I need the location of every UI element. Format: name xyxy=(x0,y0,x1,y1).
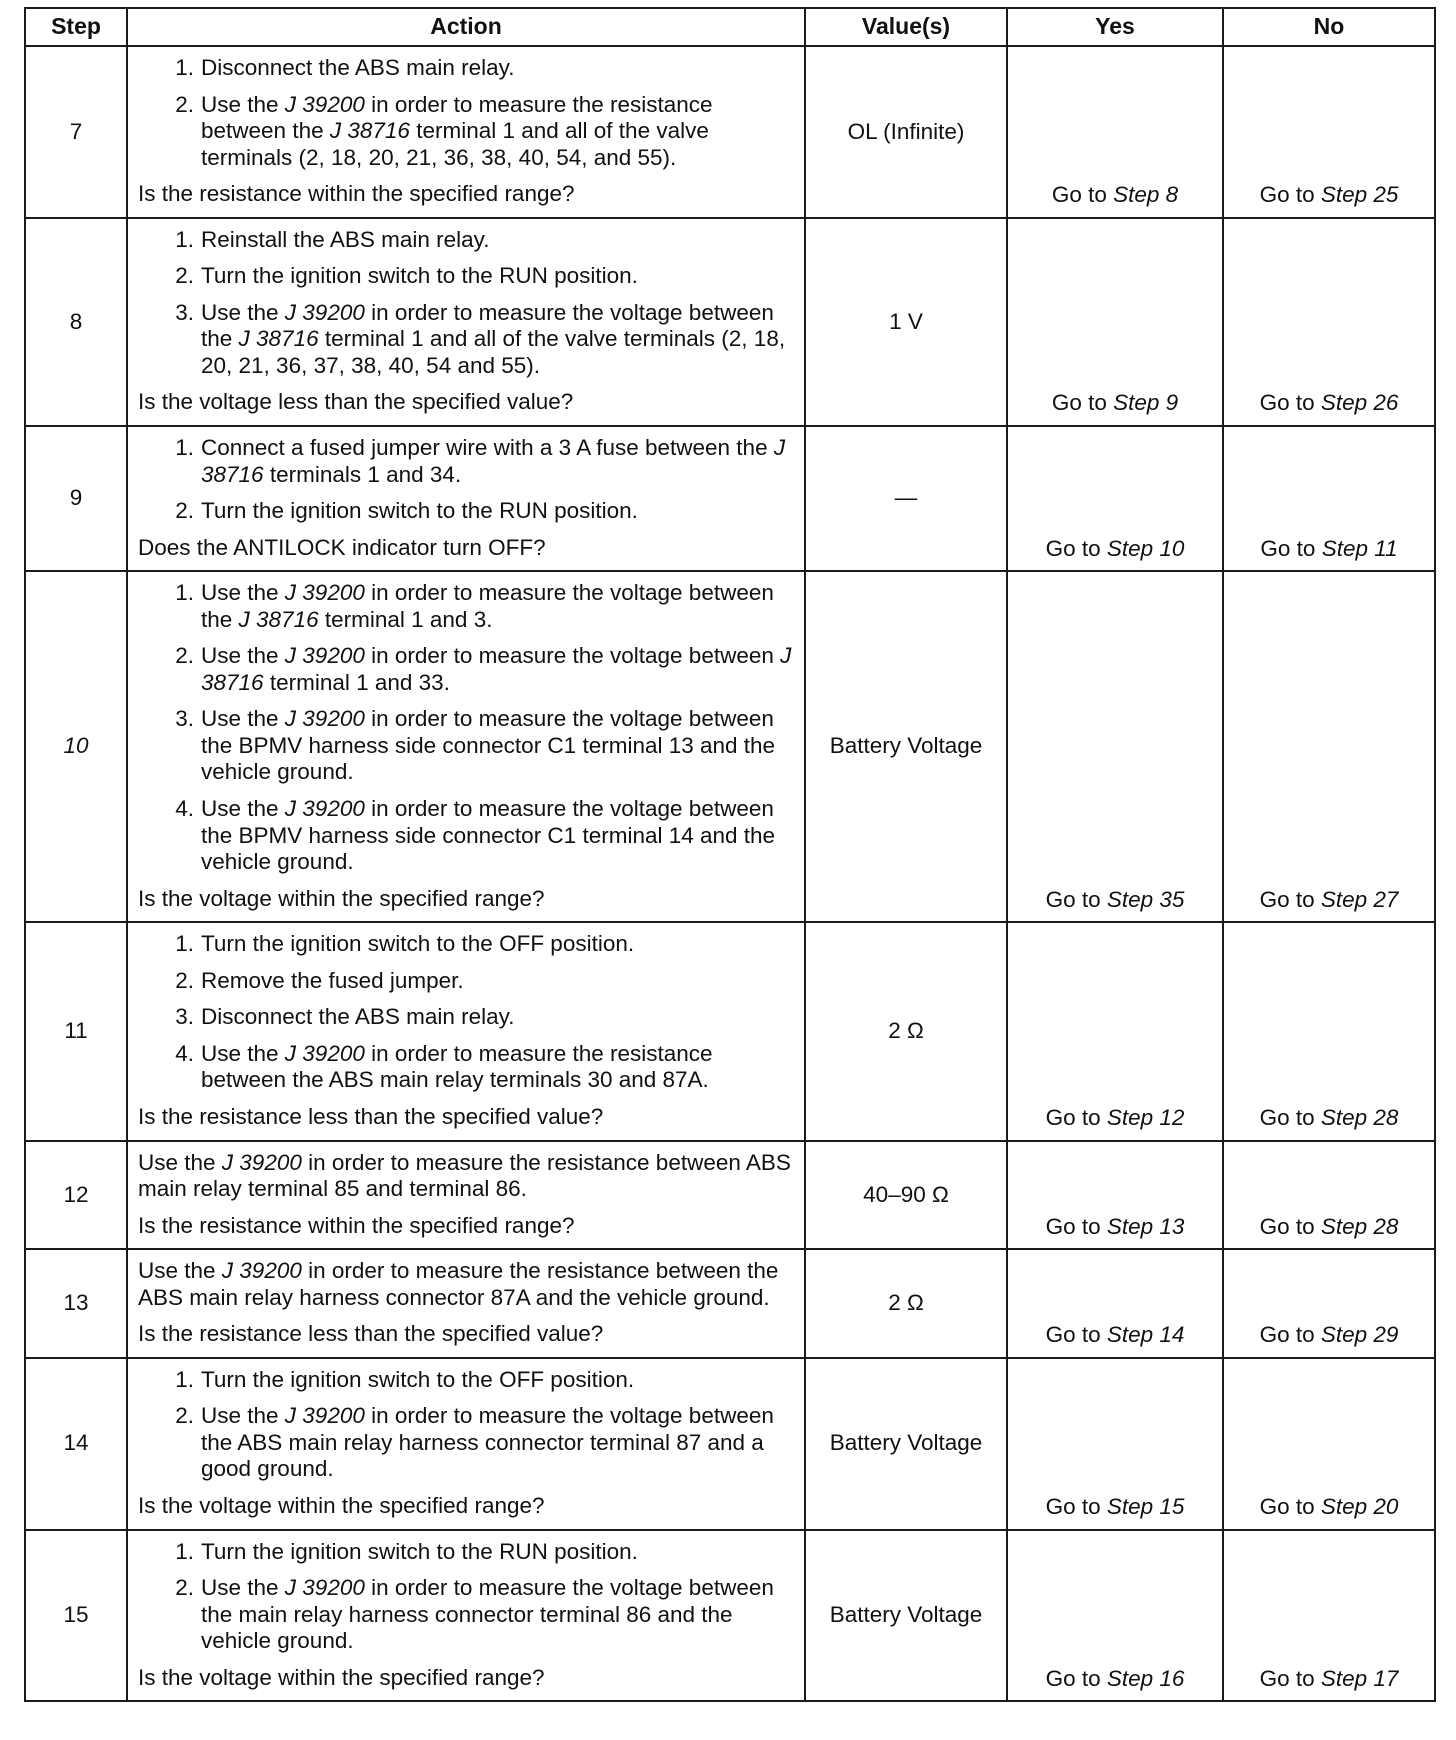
action-step-text: Turn the ignition switch to the OFF position. xyxy=(201,1366,635,1392)
tool-reference: J 38716 xyxy=(238,606,319,632)
go-to-target: Step 14 xyxy=(1106,1322,1185,1348)
go-to-target: Step 26 xyxy=(1320,390,1399,416)
table-body xyxy=(25,46,1435,1701)
no-go-to-link[interactable] xyxy=(1260,1494,1399,1519)
action-step-number: 1. xyxy=(175,1538,194,1564)
go-to-prefix: Go to xyxy=(1045,1104,1107,1130)
action-step-text xyxy=(201,435,796,488)
go-to-prefix: Go to xyxy=(1259,886,1321,912)
action-steps-list xyxy=(138,931,796,1094)
action-step-text xyxy=(201,1004,796,1031)
action-step-text: terminal 1 and 3. xyxy=(318,606,493,632)
action-cell xyxy=(127,218,805,426)
action-step-text: in order to measure the voltage between the xyxy=(201,580,774,632)
action-step-item xyxy=(138,968,796,995)
yes-go-to xyxy=(1007,1141,1223,1250)
step-number: 10 xyxy=(25,571,127,922)
action-step-text: in order to measure the voltage between the BPMV harness side connector C1 terminal 14 and the vehicle ground. xyxy=(201,796,776,875)
action-step-item xyxy=(138,706,796,786)
action-step-text: Use the xyxy=(201,643,285,669)
no-go-to xyxy=(1223,1141,1435,1250)
action-step-text: in order to measure the resistance between the ABS main relay terminals 30 and 87A. xyxy=(201,1040,713,1093)
step-number: 14 xyxy=(25,1358,127,1530)
step-number: 13 xyxy=(25,1249,127,1358)
go-to-prefix: Go to xyxy=(1259,182,1321,208)
tool-reference: J 39200 xyxy=(284,299,365,325)
action-step-text xyxy=(201,1367,796,1394)
action-cell xyxy=(127,46,805,218)
action-step-text xyxy=(201,931,796,958)
tool-reference: J 39200 xyxy=(284,91,365,117)
action-step-item xyxy=(138,1367,796,1394)
step-number: 11 xyxy=(25,922,127,1140)
action-question: Is the voltage within the specified range? xyxy=(138,885,545,911)
action-step-text: Use the xyxy=(201,796,285,822)
header-action: Action xyxy=(127,8,805,46)
action-step-number: 3. xyxy=(175,1004,194,1030)
action-step-number: 1. xyxy=(175,1366,194,1392)
action-question: Does the ANTILOCK indicator turn OFF? xyxy=(138,534,546,560)
action-step-text: Turn the ignition switch to the RUN position. xyxy=(201,498,638,524)
no-go-to xyxy=(1223,46,1435,218)
yes-go-to-link[interactable] xyxy=(1046,1494,1185,1519)
step-number: 12 xyxy=(25,1141,127,1250)
action-step-text xyxy=(201,55,796,82)
action-step-text: Turn the ignition switch to the RUN position. xyxy=(201,263,638,289)
action-instruction-text: Use the xyxy=(138,1149,222,1175)
yes-go-to-link[interactable] xyxy=(1046,536,1185,561)
no-go-to xyxy=(1223,218,1435,426)
action-step-item xyxy=(138,1004,796,1031)
action-step-text: Turn the ignition switch to the RUN position. xyxy=(201,1538,638,1564)
action-step-text xyxy=(201,227,796,254)
table-row xyxy=(25,922,1435,1140)
action-step-item xyxy=(138,931,796,958)
yes-go-to xyxy=(1007,46,1223,218)
action-step-item xyxy=(138,1041,796,1094)
step-number: 9 xyxy=(25,426,127,571)
go-to-target: Step 12 xyxy=(1106,1104,1185,1130)
action-step-text: terminal 1 and all of the valve terminals (2, 18, 20, 21, 36, 38, 40, 54, and 55). xyxy=(201,118,709,170)
action-step-text: Use the xyxy=(201,1403,285,1429)
no-go-to-link[interactable] xyxy=(1260,1666,1399,1691)
value-cell: — xyxy=(805,426,1007,571)
action-step-item xyxy=(138,92,796,172)
value-cell: 2 Ω xyxy=(805,1249,1007,1358)
action-steps-list xyxy=(138,227,796,380)
go-to-prefix: Go to xyxy=(1259,1493,1321,1519)
table-row xyxy=(25,1358,1435,1530)
action-step-number: 1. xyxy=(175,55,194,80)
go-to-prefix: Go to xyxy=(1259,1665,1321,1691)
action-question: Is the resistance within the specified range? xyxy=(138,181,575,207)
table-row xyxy=(25,571,1435,922)
action-step-text xyxy=(201,498,796,525)
action-instruction-text: in order to measure the resistance between ABS main relay terminal 85 and terminal 86. xyxy=(138,1149,791,1202)
action-step-text xyxy=(201,643,796,696)
value-cell: Battery Voltage xyxy=(805,571,1007,922)
action-step-text xyxy=(201,1041,796,1094)
go-to-prefix: Go to xyxy=(1260,535,1322,561)
action-question: Is the voltage less than the specified value? xyxy=(138,389,574,415)
go-to-prefix: Go to xyxy=(1259,1213,1321,1239)
action-step-number: 4. xyxy=(175,1040,194,1066)
action-question: Is the resistance within the specified range? xyxy=(138,1212,575,1238)
action-step-item xyxy=(138,227,796,254)
action-step-item xyxy=(138,1575,796,1655)
action-step-item xyxy=(138,435,796,488)
table-row xyxy=(25,46,1435,218)
action-step-text xyxy=(201,1539,796,1566)
value-cell: 1 V xyxy=(805,218,1007,426)
go-to-target: Step 13 xyxy=(1106,1213,1185,1239)
go-to-target: Step 28 xyxy=(1320,1213,1399,1239)
go-to-target: Step 15 xyxy=(1106,1493,1185,1519)
header-no: No xyxy=(1223,8,1435,46)
action-step-number: 1. xyxy=(175,226,194,252)
tool-reference: J 39200 xyxy=(284,643,365,669)
tool-reference: J 39200 xyxy=(284,706,365,732)
action-question: Is the voltage within the specified range? xyxy=(138,1664,545,1690)
tool-reference: J 39200 xyxy=(284,796,365,822)
step-number: 15 xyxy=(25,1530,127,1702)
value-cell: Battery Voltage xyxy=(805,1358,1007,1530)
step-number: 7 xyxy=(25,46,127,218)
action-step-text: Connect a fused jumper wire with a 3 A fuse between the xyxy=(201,435,774,461)
action-step-number: 2. xyxy=(175,1403,194,1429)
go-to-target: Step 10 xyxy=(1106,535,1185,561)
action-step-text xyxy=(201,92,796,172)
go-to-target: Step 27 xyxy=(1320,886,1399,912)
no-go-to-link[interactable] xyxy=(1260,390,1399,415)
action-step-text: in order to measure the voltage between the main relay harness connector terminal 86 and the vehicle ground. xyxy=(201,1575,774,1654)
action-step-number: 3. xyxy=(175,706,194,732)
go-to-target: Step 17 xyxy=(1320,1665,1399,1691)
value-cell: 2 Ω xyxy=(805,922,1007,1140)
action-instruction xyxy=(138,1150,796,1203)
action-step-text: terminals 1 and 34. xyxy=(263,461,462,487)
yes-go-to xyxy=(1007,922,1223,1140)
action-step-number: 2. xyxy=(175,643,194,669)
go-to-prefix: Go to xyxy=(1051,390,1114,416)
no-go-to xyxy=(1223,1530,1435,1702)
action-step-item xyxy=(138,1403,796,1483)
yes-go-to-link[interactable] xyxy=(1052,182,1178,207)
action-instruction-text: in order to measure the resistance between the ABS main relay harness connector 87A and the vehicle ground. xyxy=(138,1258,779,1310)
table-row xyxy=(25,218,1435,426)
action-step-number: 1. xyxy=(175,435,194,461)
diagnostic-table xyxy=(24,7,1436,1702)
action-question: Is the resistance less than the specified value? xyxy=(138,1321,604,1347)
go-to-prefix: Go to xyxy=(1045,535,1107,561)
action-cell xyxy=(127,1141,805,1250)
action-step-item xyxy=(138,498,796,525)
table-row xyxy=(25,426,1435,571)
go-to-target: Step 16 xyxy=(1106,1665,1185,1691)
action-step-number: 3. xyxy=(175,299,194,325)
action-step-text: Disconnect the ABS main relay. xyxy=(201,1004,515,1030)
action-cell xyxy=(127,1530,805,1702)
go-to-target: Step 8 xyxy=(1113,182,1179,208)
yes-go-to xyxy=(1007,1530,1223,1702)
action-step-text: in order to measure the voltage between the ABS main relay harness connector terminal 87 and a good ground. xyxy=(201,1403,774,1482)
action-step-item xyxy=(138,55,796,82)
no-go-to xyxy=(1223,426,1435,571)
action-step-text xyxy=(201,968,796,995)
action-cell xyxy=(127,571,805,922)
action-cell xyxy=(127,922,805,1140)
action-step-number: 1. xyxy=(175,580,194,606)
action-step-text: Reinstall the ABS main relay. xyxy=(201,226,490,252)
tool-reference: J 39200 xyxy=(284,580,365,606)
action-step-text xyxy=(201,796,796,876)
no-go-to-link[interactable] xyxy=(1260,536,1397,561)
action-step-text: in order to measure the voltage between xyxy=(364,643,781,669)
value-cell: OL (Infinite) xyxy=(805,46,1007,218)
value-cell: 40–90 Ω xyxy=(805,1141,1007,1250)
header-value: Value(s) xyxy=(805,8,1007,46)
no-go-to xyxy=(1223,922,1435,1140)
no-go-to xyxy=(1223,1358,1435,1530)
action-instruction xyxy=(138,1258,796,1311)
action-step-item xyxy=(138,796,796,876)
action-step-text: in order to measure the resistance between the xyxy=(201,91,713,144)
action-step-text xyxy=(201,1403,796,1483)
yes-go-to-link[interactable] xyxy=(1046,1105,1185,1130)
action-cell xyxy=(127,1249,805,1358)
value-cell: Battery Voltage xyxy=(805,1530,1007,1702)
go-to-prefix: Go to xyxy=(1259,1104,1321,1130)
go-to-prefix: Go to xyxy=(1045,1665,1107,1691)
action-steps-list xyxy=(138,1539,796,1655)
action-steps-list xyxy=(138,580,796,875)
no-go-to-link[interactable] xyxy=(1260,1214,1399,1239)
action-step-text: Remove the fused jumper. xyxy=(201,967,464,993)
action-step-item xyxy=(138,643,796,696)
tool-reference: J 39200 xyxy=(284,1403,365,1429)
yes-go-to-link[interactable] xyxy=(1052,390,1178,415)
tool-reference: J 38716 xyxy=(238,326,319,352)
header-step: Step xyxy=(25,8,127,46)
action-instruction-text: Use the xyxy=(138,1258,222,1284)
no-go-to xyxy=(1223,1249,1435,1358)
action-question: Is the resistance less than the specified value? xyxy=(138,1103,604,1129)
go-to-target: Step 28 xyxy=(1320,1104,1399,1130)
action-steps-list xyxy=(138,55,796,171)
action-step-item xyxy=(138,1539,796,1566)
yes-go-to-link[interactable] xyxy=(1046,1322,1185,1347)
go-to-prefix: Go to xyxy=(1045,1493,1107,1519)
action-step-text: Use the xyxy=(201,580,285,606)
table-row xyxy=(25,1249,1435,1358)
yes-go-to-link[interactable] xyxy=(1046,1666,1185,1691)
header-row xyxy=(25,8,1435,46)
yes-go-to xyxy=(1007,571,1223,922)
go-to-prefix: Go to xyxy=(1259,390,1321,416)
go-to-target: Step 9 xyxy=(1113,390,1179,416)
action-step-text: Use the xyxy=(201,1040,285,1066)
tool-reference: J 39200 xyxy=(284,1575,365,1601)
action-step-text xyxy=(201,300,796,380)
action-step-item xyxy=(138,580,796,633)
go-to-target: Step 29 xyxy=(1320,1322,1399,1348)
action-step-text: terminal 1 and 33. xyxy=(263,669,450,695)
action-step-item xyxy=(138,300,796,380)
action-step-text: Use the xyxy=(201,299,285,325)
tool-reference: J 38716 xyxy=(201,435,786,487)
go-to-target: Step 35 xyxy=(1106,886,1185,912)
action-step-text: Use the xyxy=(201,706,285,732)
action-cell xyxy=(127,426,805,571)
yes-go-to xyxy=(1007,1358,1223,1530)
header-yes: Yes xyxy=(1007,8,1223,46)
go-to-prefix: Go to xyxy=(1045,1213,1107,1239)
action-step-text: Disconnect the ABS main relay. xyxy=(201,55,515,80)
go-to-prefix: Go to xyxy=(1259,1322,1321,1348)
action-step-number: 2. xyxy=(175,1575,194,1601)
yes-go-to xyxy=(1007,426,1223,571)
action-cell xyxy=(127,1358,805,1530)
no-go-to xyxy=(1223,571,1435,922)
tool-reference: J 39200 xyxy=(221,1258,302,1284)
tool-reference: J 39200 xyxy=(284,1040,365,1066)
no-go-to-link[interactable] xyxy=(1260,1105,1399,1130)
tool-reference: J 39200 xyxy=(221,1149,302,1175)
action-step-text xyxy=(201,263,796,290)
action-step-number: 2. xyxy=(175,498,194,524)
yes-go-to xyxy=(1007,218,1223,426)
action-step-text: in order to measure the voltage between the xyxy=(201,299,774,352)
action-steps-list xyxy=(138,435,796,525)
go-to-target: Step 25 xyxy=(1320,182,1399,208)
yes-go-to-link[interactable] xyxy=(1046,1214,1185,1239)
go-to-target: Step 11 xyxy=(1321,535,1398,561)
action-steps-list xyxy=(138,1367,796,1483)
go-to-prefix: Go to xyxy=(1051,182,1114,208)
yes-go-to-link[interactable] xyxy=(1046,887,1185,912)
action-step-text: Use the xyxy=(201,1575,285,1601)
action-step-text: terminal 1 and all of the valve terminals (2, 18, 20, 21, 36, 37, 38, 40, 54 and 55). xyxy=(201,326,786,378)
no-go-to-link[interactable] xyxy=(1260,887,1399,912)
action-step-text: Turn the ignition switch to the OFF position. xyxy=(201,931,635,957)
go-to-prefix: Go to xyxy=(1045,886,1107,912)
action-step-number: 2. xyxy=(175,967,194,993)
action-question: Is the voltage within the specified range? xyxy=(138,1492,545,1518)
go-to-prefix: Go to xyxy=(1045,1322,1107,1348)
action-step-number: 2. xyxy=(175,91,194,117)
go-to-target: Step 20 xyxy=(1320,1493,1399,1519)
tool-reference: J 38716 xyxy=(329,118,410,144)
action-step-text xyxy=(201,580,796,633)
action-step-text xyxy=(201,706,796,786)
yes-go-to xyxy=(1007,1249,1223,1358)
action-step-number: 2. xyxy=(175,263,194,289)
no-go-to-link[interactable] xyxy=(1260,1322,1399,1347)
tool-reference: J 38716 xyxy=(201,643,792,695)
table-row xyxy=(25,1530,1435,1702)
no-go-to-link[interactable] xyxy=(1260,182,1399,207)
action-step-number: 1. xyxy=(175,931,194,957)
action-step-text xyxy=(201,1575,796,1655)
action-step-text: in order to measure the voltage between the BPMV harness side connector C1 terminal 13 and the vehicle ground. xyxy=(201,706,776,785)
action-step-number: 4. xyxy=(175,796,194,822)
action-step-text: Use the xyxy=(201,91,285,117)
step-number: 8 xyxy=(25,218,127,426)
action-step-item xyxy=(138,263,796,290)
table-row xyxy=(25,1141,1435,1250)
